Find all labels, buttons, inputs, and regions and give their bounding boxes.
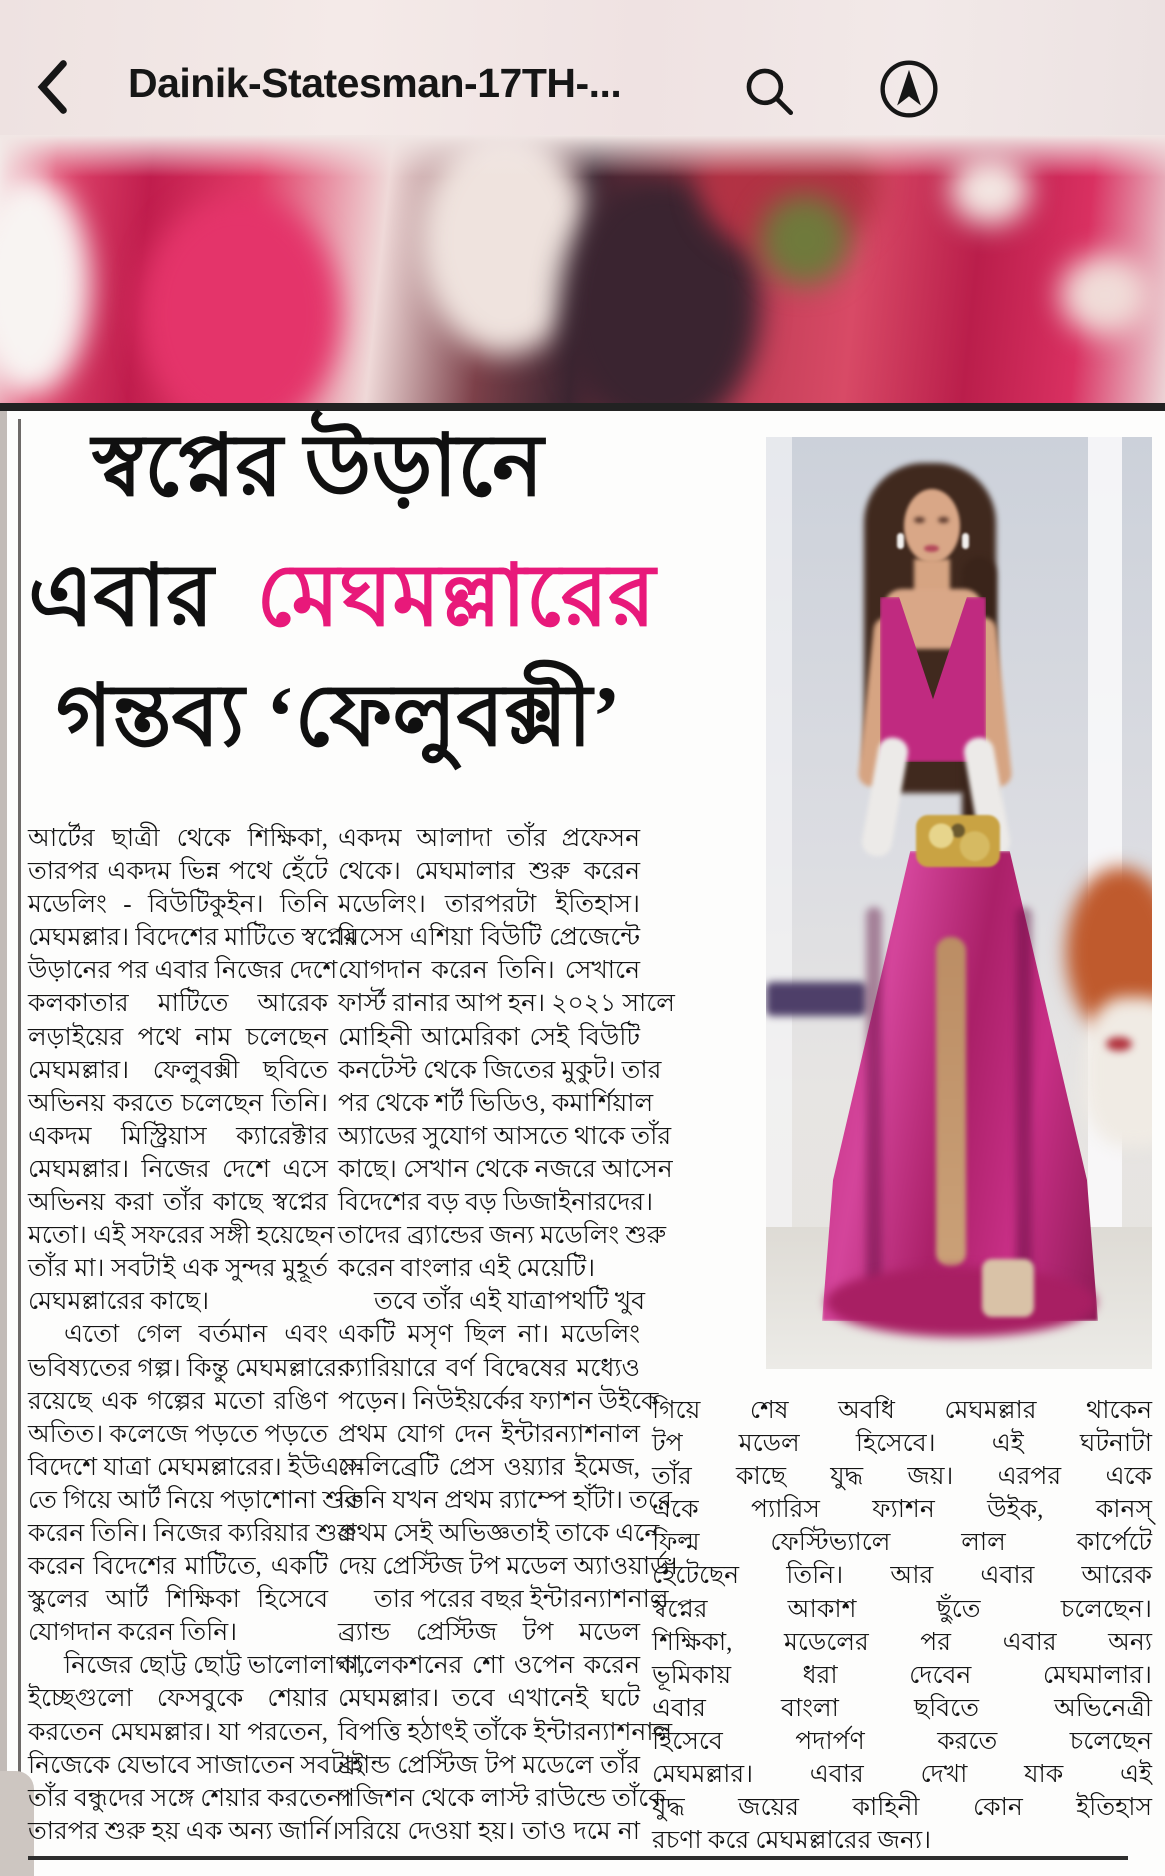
strip-top-fade (0, 135, 1165, 177)
article-line: একদম মিস্ট্রিয়াস ক্যারেক্টার (28, 1122, 328, 1150)
article-line: মডেলিং - বিউটিকুইন। তিনি (28, 891, 328, 919)
sparkle-highlight-2 (1060, 255, 1150, 335)
top-photo-strip (0, 135, 1165, 403)
article-line: একটি মসৃণ ছিল না। মডেলিং (338, 1321, 640, 1349)
article-line: নিজের ছোট্ট ছোট্ট ভালোলাগা, (64, 1652, 366, 1680)
article-line: বিপত্তি হঠাৎই তাঁকে ইন্টারন্যাশনাল (338, 1718, 673, 1746)
article-line: নিজেকে যেভাবে সাজাতেন সবটাই (28, 1751, 365, 1779)
article-line: পজিশন থেকে লাস্ট রাউন্ডে তাঁকে (338, 1784, 666, 1812)
article-line: কালেকশনের শো ওপেন করেন (338, 1652, 640, 1680)
article-line: ভূমিকায় ধরা দেবেন মেঘমালার। (652, 1661, 1152, 1689)
article-line: পড়েন। নিউইয়র্কের ফ্যাশন উইকে (338, 1387, 659, 1415)
blurred-guest-lips (1106, 1037, 1132, 1051)
article-line: যুদ্ধ জয়ের কাহিনী কোন ইতিহাস (652, 1794, 1152, 1822)
article-line: একে প্যারিস ফ্যাশন উইক, কানস্ (652, 1496, 1152, 1524)
article-line: কলকাতার মাটিতে আরেক (28, 990, 328, 1018)
gown-fold-1 (866, 907, 882, 1287)
article-line: টপ মডেল হিসেবে। এই ঘটনাটা (652, 1430, 1152, 1458)
article-line: সরিয়ে দেওয়া হয়। তাও দমে না (338, 1817, 640, 1845)
gown-fold-2 (1016, 907, 1032, 1287)
article-line: তারপর শুরু হয় এক অন্য জার্নি। (28, 1817, 340, 1845)
gown-hem (826, 1267, 1096, 1337)
article-line: শিক্ষিকা, মডেলের পর এবার অন্য (652, 1628, 1152, 1656)
article-line: পর থেকে শর্ট ভিডিও, কমার্শিয়াল (338, 1089, 654, 1117)
column-rule-left (18, 419, 21, 1869)
article-line: কাছে। সেখান থেকে নজরে আসেন (338, 1155, 673, 1183)
pink-fold (140, 195, 340, 403)
scan-edge-band (0, 411, 7, 1876)
article-line: স্বপ্নের আকাশ ছুঁতে চলেছেন। (652, 1595, 1152, 1623)
article-line: যোগদান করেন তিনি। সেখানে (338, 957, 640, 985)
headline-line-2 (28, 549, 655, 644)
headline-line-1: স্বপ্নের উড়ানে (92, 418, 544, 514)
article-line: অতিত। কলেজে পড়তে পড়তে (28, 1420, 328, 1448)
article-line: ব্র্যান্ড প্রেস্টিজ টপ মডেল (338, 1619, 640, 1647)
article-line: মিসেস এশিয়া বিউটি প্রেজেন্টে (338, 924, 640, 952)
article-line: তার পরের বছর ইন্টারন্যাশনাল (374, 1586, 669, 1614)
model-eye-right (938, 517, 949, 523)
article-column-3 (652, 1394, 1152, 1857)
article-line: সেলিব্রেটি প্রেস ওয়্যার ইমেজ, (338, 1453, 640, 1481)
earring-right (962, 533, 969, 549)
navigation-button[interactable] (878, 58, 940, 120)
article-line: তাঁর কাছে যুদ্ধ জয়। এরপর একে (652, 1463, 1152, 1491)
article-line: করতেন মেঘমল্লার। যা পরতেন, (28, 1718, 328, 1746)
article-line: অভিনয় করতে চলেছেন তিনি। (28, 1089, 328, 1117)
article-line: অভিনয় করা তাঁর কাছে স্বপ্নের (28, 1189, 328, 1217)
article-line: মোহিনী আমেরিকা সেই বিউটি (338, 1023, 640, 1051)
article-line: হিসেবে পদার্পণ করতে চলেছেন (652, 1727, 1152, 1755)
article-line: তবে তাঁর এই যাত্রাপথটি খুব (374, 1288, 646, 1316)
gown-slit-leg (936, 937, 966, 1267)
article-column-2 (338, 822, 678, 1848)
earring-left (897, 533, 904, 549)
search-icon (740, 62, 798, 120)
article-line: যোগদান করেন তিনি। (28, 1619, 238, 1647)
document-title: Dainik-Statesman-17TH-... (128, 60, 622, 106)
article-line: কনটেস্ট থেকে জিতের মুকুট। তার (338, 1056, 662, 1084)
model-heel (982, 1259, 1034, 1317)
article-line: করেন বিদেশের মাটিতে, একটি (28, 1553, 328, 1581)
article-line: মেঘমল্লার। বিদেশের মাটিতে স্বপ্নের (28, 924, 357, 952)
article-line: মেঘমল্লার। ফেলুবক্সী ছবিতে (28, 1056, 328, 1084)
article-line: রচণা করে মেঘমল্লারের জন্য। (652, 1827, 932, 1855)
article-line: প্রথম সেই অভিজ্ঞতাই তাকে এনে (338, 1519, 660, 1547)
headline-black: এবার (28, 548, 214, 644)
article-line: তারপর একদম ভিন্ন পথে হেঁটে (28, 858, 328, 886)
article-line: ক্যারিয়ারে বর্ণ বিদ্বেষের মধ্যেও (338, 1354, 640, 1382)
article-line: তাঁর মা। সবটাই এক সুন্দর মুহূর্ত (28, 1255, 328, 1283)
article-line: মেঘমল্লার। এবার দেখা যাক এই (652, 1761, 1152, 1789)
runway-photo (766, 437, 1152, 1369)
article-line: ফিল্ম ফেস্টিভ্যালে লাল কার্পেটে (652, 1529, 1152, 1557)
fabric-highlight (0, 175, 90, 395)
jeweled-clutch (916, 815, 1000, 867)
article-line: করেন তিনি। নিজের ক্যরিয়ার শুরু (28, 1519, 357, 1547)
headline-line-3: গন্তব্য ‘ফেলুবক্সী’ (56, 668, 621, 764)
article-line: মেঘমল্লার। নিজের দেশে এসে (28, 1155, 328, 1183)
article-line: মডেলিং। তারপরটা ইতিহাস। (338, 891, 640, 919)
app-header (0, 0, 1165, 135)
article-line: রয়েছে এক গল্পের মতো রঙিণ (28, 1387, 328, 1415)
article-line: বিদেশের বড় বড় ডিজাইনারদের। (338, 1189, 654, 1217)
newspaper-page (0, 411, 1165, 1876)
article-line: গিয়ে শেষ অবধি মেঘমল্লার থাকেন (652, 1397, 1152, 1424)
article-line: একদম আলাদা তাঁর প্রফেসন (338, 825, 640, 852)
article-line: মতো। এই সফরের সঙ্গী হয়েছেন (28, 1222, 335, 1250)
navigation-arrow-icon (878, 58, 940, 120)
article-line: লড়াইয়ের পথে নাম চলেছেন (28, 1023, 328, 1051)
page-top-rule (0, 403, 1165, 411)
model-lips (924, 545, 939, 552)
back-button[interactable] (26, 56, 82, 118)
article-line: ব্র্যান্ড প্রেস্টিজ টপ মডেলে তাঁর (338, 1751, 640, 1779)
article-line: হেঁটেছেন তিনি। আর এবার আরেক (652, 1562, 1152, 1590)
article-line: তে গিয়ে আর্ট নিয়ে পড়াশোনা শুরু (28, 1486, 364, 1514)
article-line: এতো গেল বর্তমান এবং (64, 1321, 328, 1349)
headline-accent: মেঘমল্লারের (256, 548, 656, 644)
article-line: অ্যাডের সুযোগ আসতে থাকে তাঁর (338, 1122, 672, 1150)
article-line: মেঘমল্লার। তবে এখানেই ঘটে (338, 1685, 640, 1713)
article-line: ফার্স্ট রানার আপ হন। ২০২১ সালে (338, 990, 675, 1018)
article-line: দেয় প্রেস্টিজ টপ মডেল অ্যাওয়ার্ড। (338, 1553, 678, 1581)
article-line: মেঘমল্লারের কাছে। (28, 1288, 210, 1316)
article-line: আর্টের ছাত্রী থেকে শিক্ষিকা, (28, 825, 328, 852)
article-line: থেকে। মেঘমালার শুরু করেন (338, 858, 640, 886)
article-column-1 (28, 822, 366, 1848)
article-line: তাদের ব্র্যান্ডের জন্য মডেলিং শুরু (338, 1222, 667, 1250)
article-line: বিদেশে যাত্রা মেঘমল্লারের। ইউএস- (28, 1453, 365, 1481)
floral-green (760, 195, 850, 285)
article-bottom-rule (28, 1856, 1128, 1860)
blurred-guest-cloth (1084, 997, 1152, 1147)
article-line: তিনি যখন প্রথম র‍্যাম্পে হাঁটা। তবে (338, 1486, 672, 1514)
article-line: স্কুলের আর্ট শিক্ষিকা হিসেবে (28, 1586, 328, 1614)
search-button[interactable] (740, 62, 798, 120)
model-eye-left (914, 517, 925, 523)
article-line: উড়ানের পর এবার নিজের দেশে (28, 957, 338, 985)
article-line: এবার বাংলা ছবিতে অভিনেত্রী (652, 1694, 1152, 1722)
article-line: তাঁর বন্ধুদের সঙ্গে শেয়ার করতেন। (28, 1784, 352, 1812)
chevron-left-icon (26, 56, 82, 118)
backdrop-bar (766, 982, 866, 1016)
article-line: প্রথম যোগ দেন ইন্টারন্যাশনাল (338, 1420, 640, 1448)
article-line: ইচ্ছেগুলো ফেসবুকে শেয়ার (28, 1685, 328, 1713)
article-line: ভবিষ্যতের গল্প। কিন্তু মেঘমল্লারের (28, 1354, 352, 1382)
article-line: করেন বাংলার এই মেয়েটি। (338, 1255, 596, 1283)
